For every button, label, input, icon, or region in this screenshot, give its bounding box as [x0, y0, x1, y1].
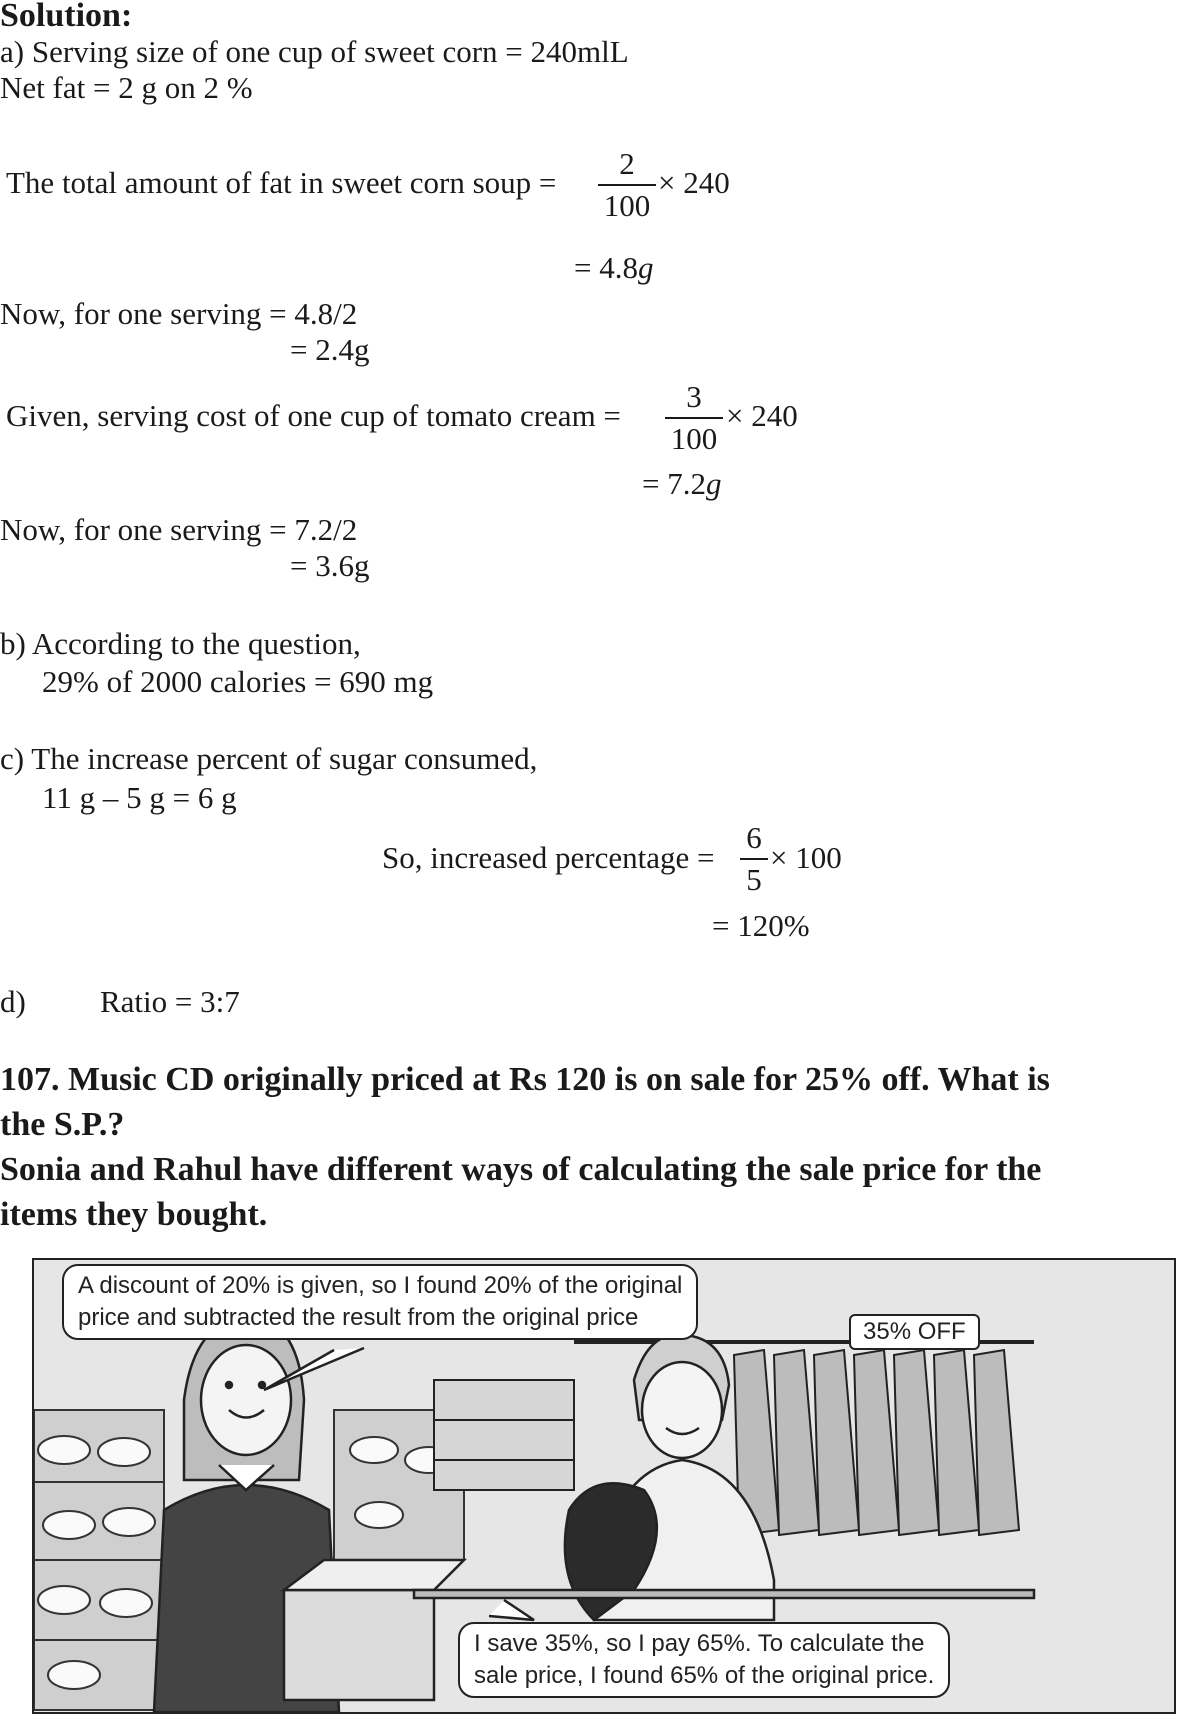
serving2-label: Now, for one serving = 7.2/2 [0, 512, 358, 547]
part-b-line2: 29% of 2000 calories = 690 mg [42, 664, 434, 699]
tomato-fraction-denominator: 100 [670, 421, 718, 456]
part-d-ratio: Ratio = 3:7 [100, 984, 240, 1019]
tomato-fraction-numerator: 3 [686, 379, 702, 414]
part-c-line2: 11 g – 5 g = 6 g [42, 780, 237, 815]
percentage-label: So, increased percentage = [382, 840, 715, 875]
shopping-illustration [32, 1258, 1176, 1714]
percentage-multiplier: × 100 [770, 840, 842, 875]
corn-result-value: = 4.8 [574, 250, 638, 285]
sonia-speech-bubble: A discount of 20% is given, so I found 20% of the original price and subtracted the result from the original price [62, 1264, 698, 1340]
question-line1: 107. Music CD originally priced at Rs 120 is on sale for 25% off. What is [0, 1061, 1050, 1098]
rahul-speech-bubble: I save 35%, so I pay 65%. To calculate the sale price, I found 65% of the original price. [458, 1622, 950, 1698]
solution-heading: Solution: [0, 0, 133, 34]
part-c-line1: c) The increase percent of sugar consumed, [0, 741, 538, 776]
part-a-line2: Net fat = 2 g on 2 % [0, 70, 253, 105]
tomato-result [642, 466, 721, 502]
part-d-label: d) [0, 984, 26, 1019]
question-line4: items they bought. [0, 1196, 268, 1233]
serving1-result: = 2.4g [290, 332, 370, 367]
percentage-fraction-numerator: 6 [746, 820, 762, 855]
tomato-label: Given, serving cost of one cup of tomato cream = [6, 398, 621, 433]
discount-sign: 35% OFF [849, 1314, 980, 1350]
tomato-multiplier: × 240 [726, 398, 798, 433]
tomato-result-value: = 7.2 [642, 466, 706, 501]
question-line2: the S.P.? [0, 1106, 125, 1143]
percentage-fraction [740, 820, 768, 898]
corn-result [574, 250, 653, 286]
corn-fraction-denominator: 100 [603, 188, 651, 223]
serving2-result: = 3.6g [290, 548, 370, 583]
tomato-fraction [665, 379, 723, 457]
part-b-line1: b) According to the question, [0, 626, 361, 661]
corn-fraction [598, 146, 656, 224]
question-line3: Sonia and Rahul have different ways of calculating the sale price for the [0, 1151, 1042, 1188]
fraction-bar [665, 417, 723, 419]
fraction-bar [598, 184, 656, 186]
fraction-bar [740, 858, 768, 860]
corn-multiplier: × 240 [658, 165, 730, 200]
percentage-fraction-denominator: 5 [746, 862, 762, 897]
corn-fat-label: The total amount of fat in sweet corn soup = [6, 165, 557, 200]
corn-result-unit: g [637, 250, 654, 285]
corn-fraction-numerator: 2 [619, 146, 635, 181]
percentage-result: = 120% [712, 908, 810, 943]
tomato-result-unit: g [705, 466, 722, 501]
serving1-label: Now, for one serving = 4.8/2 [0, 296, 358, 331]
part-a-line1: a) Serving size of one cup of sweet corn = 240mlL [0, 34, 629, 69]
